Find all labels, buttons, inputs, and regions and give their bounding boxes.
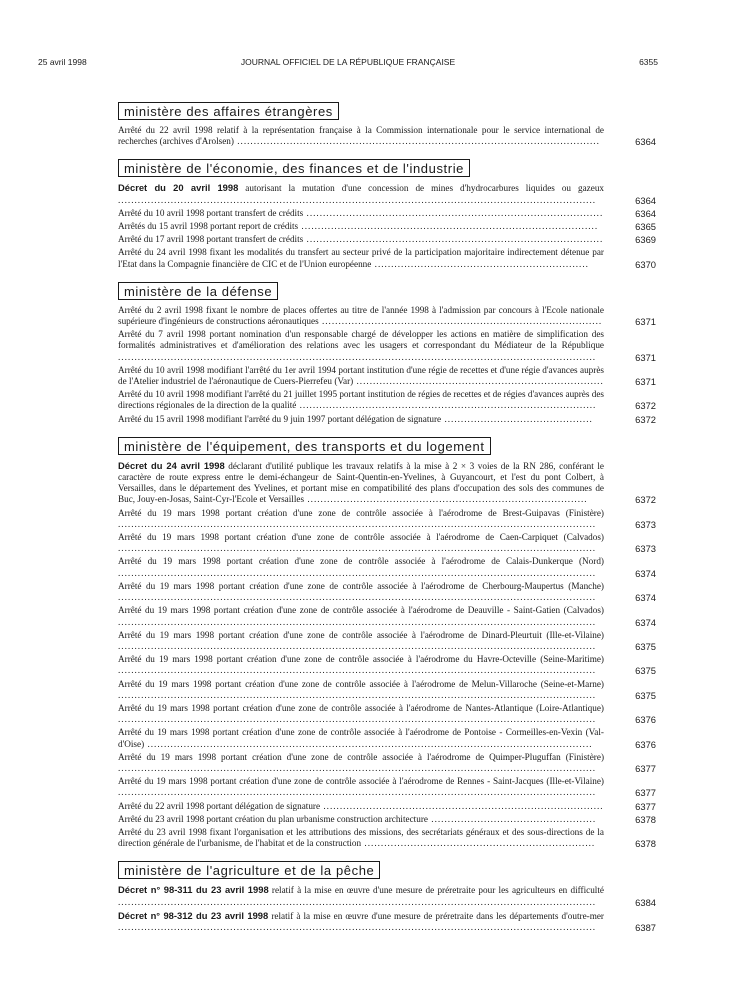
entry-page-number: 6373	[635, 518, 656, 530]
entry-description: relatif à la mise en œuvre d'une mesure de préretraite dans les départements d'outre-mer	[268, 910, 604, 921]
entry-text-block	[118, 910, 604, 933]
entry-page-number: 6374	[635, 616, 656, 628]
entry-description: Arrêté du 19 mars 1998 portant création d'une zone de contrôle associée à l'aérodrome de Melun-Villaroche (Seine-et-Marne)	[118, 678, 604, 689]
entry-description: Arrêté du 19 mars 1998 portant création d'une zone de contrôle associée à l'aérodrome de Caen-Carpiquet (Calvados)	[118, 532, 604, 543]
dot-leader: .................................................................................................................................................	[118, 616, 597, 627]
entry-description: Arrêté du 15 avril 1998 modifiant l'arrêté du 9 juin 1997 portant délégation de signature	[118, 413, 442, 424]
entry-page-number: 6372	[635, 413, 656, 425]
entry-page-number: 6375	[635, 689, 656, 701]
toc-entry	[118, 884, 656, 907]
entry-page-number: 6372	[635, 400, 656, 412]
entry-text-block	[118, 654, 604, 676]
toc-entry	[118, 532, 656, 554]
dot-leader: .............................................	[441, 413, 593, 424]
entry-description: Arrêté du 19 mars 1998 portant création d'une zone de contrôle associée à l'aérodrome de Nantes-Atlantique (Loire-Atlantique)	[118, 702, 604, 713]
entry-page-number: 6364	[635, 194, 656, 206]
entry-page-number: 6364	[635, 207, 656, 219]
toc-entry	[118, 556, 656, 578]
entry-text-block	[118, 884, 604, 907]
entry-description: Arrêté du 19 mars 1998 portant création d'une zone de contrôle associée à l'aérodrome de Quimper-Pluguffan (Finistère)	[118, 751, 604, 762]
entry-text-block	[118, 234, 604, 245]
entry-page-number: 6376	[635, 714, 656, 726]
entry-description: Arrêté du 10 avril 1998 portant transfert de crédits	[118, 207, 304, 218]
dot-leader: .....................................................................................	[304, 494, 588, 505]
header-date: 25 avril 1998	[38, 57, 87, 67]
entry-page-number: 6369	[635, 234, 656, 246]
dot-leader: .................................................................................................................................................	[118, 194, 597, 205]
toc-entry	[118, 305, 656, 327]
entry-text-block	[118, 581, 604, 603]
toc-entry	[118, 801, 656, 812]
entry-page-number: 6376	[635, 738, 656, 750]
toc-entry	[118, 414, 656, 425]
section	[118, 851, 656, 933]
entry-page-number: 6374	[635, 567, 656, 579]
dot-leader: ...........................................................................	[353, 376, 604, 387]
dot-leader: .................................................................................................................................................	[118, 896, 597, 907]
entry-text-block	[118, 630, 604, 652]
entry-decree-title: Décret du 20 avril 1998	[118, 182, 239, 194]
entry-text-block	[118, 508, 604, 530]
entry-description: Arrêté du 2 avril 1998 fixant le nombre de places offertes au titre de l'année 1998 à l'admission par concours à l'Ecole nationale supérieure d'ingénieurs de constructions aéronautiques	[118, 304, 604, 327]
dot-leader: .................................................................................................................................................	[118, 762, 597, 773]
entry-page-number: 6370	[635, 258, 656, 270]
entry-description: Arrêté du 19 mars 1998 portant création d'une zone de contrôle associée à l'aérodrome de Deauville - Saint-Gatien (Calvados)	[118, 605, 604, 616]
toc-entry	[118, 460, 656, 506]
section	[118, 149, 656, 269]
entry-text-block	[118, 679, 604, 701]
entry-description: Arrêté du 19 mars 1998 portant création d'une zone de contrôle associée à l'aérodrome de Brest-Guipavas (Finistère)	[118, 507, 604, 518]
entry-text-block	[118, 414, 604, 425]
section	[118, 427, 656, 850]
toc-entry	[118, 221, 656, 232]
entry-description: Arrêté du 10 avril 1998 modifiant l'arrêté du 1er avril 1994 portant institution d'une régie de recettes et d'une régie d'avances auprès de l'Atelier industriel de l'aéronautique de Cuers-Pierrefeu (Var)	[118, 364, 604, 387]
toc-entry	[118, 727, 656, 749]
dot-leader: .................................................................................................................................................	[118, 351, 597, 362]
entry-description: Arrêté du 22 avril 1998 relatif à la représentation française à la Commission internationale pour le service international de recherches (archives d'Arolsen)	[118, 125, 604, 147]
entry-decree-title: Décret n° 98-311 du 23 avril 1998	[118, 884, 269, 896]
entry-decree-title: Décret du 24 avril 1998	[118, 459, 225, 471]
entry-text-block	[118, 556, 604, 578]
dot-leader: .................................................................................................................................................	[118, 787, 597, 798]
entry-page-number: 6364	[635, 136, 656, 148]
dot-leader: .....................................................................................	[318, 316, 603, 327]
entry-page-number: 6378	[635, 838, 656, 850]
entry-page-number: 6375	[635, 665, 656, 677]
dot-leader: ..........................................................................................	[298, 221, 599, 232]
entry-text-block	[118, 389, 604, 411]
section-heading: ministère de la défense	[118, 282, 278, 300]
entry-text-block	[118, 125, 604, 147]
entry-page-number: 6371	[635, 351, 656, 363]
entry-description: Arrêté du 19 mars 1998 portant création d'une zone de contrôle associée à l'aérodrome de Calais-Dunkerque (Nord)	[118, 556, 604, 567]
entry-description: Arrêté du 7 avril 1998 portant nomination d'un responsable chargé de développer les actions en matière de simplification des formalités administratives et d'amélioration des relations avec les usagers et correspondant du Médiateur de la République	[118, 329, 604, 351]
entry-page-number: 6377	[635, 800, 656, 812]
toc-entry	[118, 581, 656, 603]
entry-text-block	[118, 305, 604, 327]
dot-leader: ..........................................................................................	[296, 400, 597, 411]
entry-text-block	[118, 460, 604, 506]
entry-decree-title: Décret n° 98-312 du 23 avril 1998	[118, 909, 269, 921]
toc-entry	[118, 182, 656, 205]
toc-entry	[118, 910, 656, 933]
entry-page-number: 6374	[635, 592, 656, 604]
dot-leader: .................................................................................................................................................	[118, 592, 597, 603]
entry-text-block	[118, 329, 604, 363]
table-of-contents	[118, 98, 656, 935]
running-header	[38, 57, 658, 71]
toc-entry	[118, 365, 656, 387]
entry-description: Arrêté du 17 avril 1998 portant transfert de crédits	[118, 234, 304, 245]
entry-page-number: 6377	[635, 787, 656, 799]
toc-entry	[118, 234, 656, 245]
entry-page-number: 6375	[635, 640, 656, 652]
entry-description: Arrêté du 19 mars 1998 portant création d'une zone de contrôle associée à l'aérodrome de Pontoise - Cormeilles-en-Vexin (Val-d'Oise)	[118, 727, 604, 749]
entry-text-block	[118, 814, 604, 825]
entry-text-block	[118, 827, 604, 849]
entry-page-number: 6365	[635, 221, 656, 233]
toc-entry	[118, 508, 656, 530]
entry-description: Arrêté du 22 avril 1998 portant délégation de signature	[118, 800, 321, 811]
section	[118, 272, 656, 425]
entry-text-block	[118, 247, 604, 269]
entry-text-block	[118, 703, 604, 725]
entry-description: relatif à la mise en œuvre d'une mesure de préretraite pour les agriculteurs en difficulté	[268, 885, 604, 896]
entry-page-number: 6373	[635, 543, 656, 555]
entry-text-block	[118, 727, 604, 749]
entry-text-block	[118, 801, 604, 812]
dot-leader: .................................................................................................................................................	[118, 921, 597, 932]
dot-leader: ......................................................................	[361, 838, 596, 849]
entry-page-number: 6371	[635, 316, 656, 328]
dot-leader: ..............................................................................................................	[233, 136, 600, 147]
entry-page-number: 6372	[635, 494, 656, 506]
toc-entry	[118, 827, 656, 849]
header-title: JOURNAL OFFICIEL DE LA RÉPUBLIQUE FRANÇAISE	[240, 57, 456, 67]
dot-leader: ..........................................................................................	[303, 234, 604, 245]
entry-page-number: 6377	[635, 762, 656, 774]
dot-leader: ..................................................	[427, 813, 597, 824]
toc-entry	[118, 630, 656, 652]
entry-text-block	[118, 208, 604, 219]
entry-description: Arrêté du 19 mars 1998 portant création d'une zone de contrôle associée à l'aérodrome de Cherbourg-Maupertus (Manche)	[118, 580, 604, 591]
dot-leader: .....................................................................................	[320, 800, 604, 811]
dot-leader: .................................................................	[371, 258, 589, 269]
entry-text-block	[118, 752, 604, 774]
toc-entry	[118, 605, 656, 627]
entry-text-block	[118, 182, 604, 205]
entry-description: Arrêtés du 15 avril 1998 portant report de crédits	[118, 221, 299, 232]
entry-description: Arrêté du 24 avril 1998 fixant les modalités du transfert au secteur privé de la participation majoritaire indirectement détenue par l'Etat dans la Compagnie financière de CIC et de l'Union européenne	[118, 247, 604, 269]
entry-page-number: 6378	[635, 813, 656, 825]
section-heading: ministère de l'équipement, des transports et du logement	[118, 437, 491, 455]
toc-entry	[118, 247, 656, 269]
toc-entry	[118, 703, 656, 725]
entry-page-number: 6387	[635, 921, 656, 933]
dot-leader: ..........................................................................................	[303, 207, 604, 218]
entry-description: déclarant d'utilité publique les travaux relatifs à la mise à 2 × 3 voies de la RN 286, conférant le caractère de route express entre le demi-échangeur de Saint-Quentin-en-Yvelines, à Guyancourt, et l'est du pont Colbert, à Versailles, dans le département des Yvelines, et portant mise en compatibilité des plans d'occupation des sols des communes de Buc, Jouy-en-Josas, Saint-Cyr-l'Ecole et Versailles	[118, 460, 604, 505]
entry-page-number: 6371	[635, 376, 656, 388]
entry-description: Arrêté du 19 mars 1998 portant création d'une zone de contrôle associée à l'aérodrome de Dinard-Pleurtuit (Ille-et-Vilaine)	[118, 629, 604, 640]
section-heading: ministère de l'économie, des finances et de l'industrie	[118, 159, 470, 177]
entry-text-block	[118, 365, 604, 387]
entry-description: autorisant la mutation d'une concession de mines d'hydrocarbures liquides ou gazeux	[238, 183, 604, 194]
section-heading: ministère de l'agriculture et de la pêche	[118, 861, 380, 879]
toc-entry	[118, 654, 656, 676]
toc-entry	[118, 776, 656, 798]
dot-leader: .......................................................................................................................................	[144, 738, 593, 749]
dot-leader: .................................................................................................................................................	[118, 640, 597, 651]
header-page-number: 6355	[639, 57, 658, 67]
entry-text-block	[118, 776, 604, 798]
section-heading: ministère des affaires étrangères	[118, 102, 339, 120]
toc-entry	[118, 679, 656, 701]
dot-leader: .................................................................................................................................................	[118, 567, 597, 578]
section	[118, 98, 656, 147]
entry-text-block	[118, 532, 604, 554]
dot-leader: .................................................................................................................................................	[118, 714, 597, 725]
entry-text-block	[118, 221, 604, 232]
dot-leader: .................................................................................................................................................	[118, 518, 597, 529]
entry-description: Arrêté du 19 mars 1998 portant création d'une zone de contrôle associée à l'aérodrome de Rennes - Saint-Jacques (Ille-et-Vilaine)	[118, 776, 604, 787]
dot-leader: .................................................................................................................................................	[118, 689, 597, 700]
entry-description: Arrêté du 19 mars 1998 portant création d'une zone de contrôle associée à l'aérodrome du Havre-Octeville (Seine-Maritime)	[118, 654, 604, 665]
entry-description: Arrêté du 23 avril 1998 fixant l'organisation et les attributions des missions, des secrétariats généraux et des sous-directions de la direction générale de l'urbanisme, de l'habitat et de la construction	[118, 826, 604, 849]
entry-text-block	[118, 605, 604, 627]
dot-leader: .................................................................................................................................................	[118, 543, 597, 554]
entry-description: Arrêté du 23 avril 1998 portant création du plan urbanisme construction architecture	[118, 813, 428, 824]
toc-entry	[118, 814, 656, 825]
toc-entry	[118, 329, 656, 363]
toc-entry	[118, 125, 656, 147]
dot-leader: .................................................................................................................................................	[118, 665, 597, 676]
entry-description: Arrêté du 10 avril 1998 modifiant l'arrêté du 21 juillet 1995 portant institution de régies de recettes et de régies d'avances auprès des directions régionales de la direction de la qualité	[118, 389, 604, 411]
toc-entry	[118, 389, 656, 411]
entry-page-number: 6384	[635, 896, 656, 908]
toc-entry	[118, 208, 656, 219]
toc-entry	[118, 752, 656, 774]
